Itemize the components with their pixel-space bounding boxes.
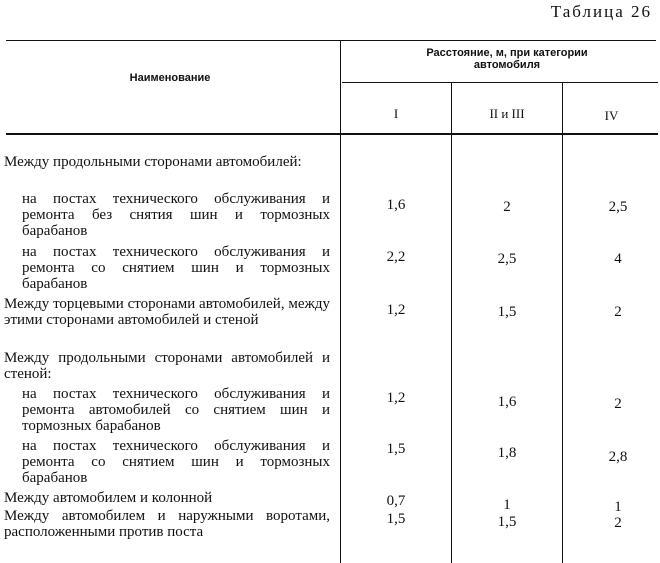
category-header-1: I [393, 106, 399, 121]
cell-value: 1,8 [497, 445, 517, 461]
cell-value: 2 [503, 199, 511, 215]
cell-value: 2,2 [386, 249, 406, 265]
row-label: на постах технического обслуживания и ремонта со снятием шин и тормозных барабанов [22, 244, 330, 292]
cell-value: 1,5 [386, 441, 406, 457]
row-label: Между продольными сторонами автомобилей: [4, 154, 302, 170]
cell-value: 1,2 [386, 302, 406, 318]
header-bottom-rule [6, 133, 658, 135]
distance-group-header: Расстояние, м, при категории автомобиля [426, 47, 588, 71]
category-header-4: IV [604, 108, 619, 123]
cell-value: 0,7 [386, 493, 406, 509]
table-caption: Таблица 26 [550, 2, 652, 21]
cell-value: 1,5 [386, 511, 406, 527]
cell-value: 1,5 [497, 514, 517, 530]
row-label: на постах технического обслуживания и ремонта автомобилей со снятием шин и тормозных барабанов [22, 386, 330, 434]
row-label: Между торцевыми сторонами автомобилей, между этими сторонами автомобилей и стеной [4, 296, 330, 328]
cell-value: 1 [503, 497, 511, 513]
cell-value: 1 [614, 499, 622, 515]
cell-value: 2,5 [497, 251, 517, 267]
cell-value: 2 [614, 304, 622, 320]
cell-value: 2 [614, 515, 622, 531]
row-label: на постах технического обслуживания и ремонта со снятием шин и тормозных барабанов [22, 438, 330, 486]
cell-value: 2,5 [608, 199, 628, 215]
row-label: Между автомобилем и колонной [4, 490, 213, 506]
cell-value: 1,6 [386, 197, 406, 213]
cell-value: 4 [614, 251, 622, 267]
column-divider-1 [451, 82, 452, 563]
table-top-rule [6, 40, 656, 41]
row-label: на постах технического обслуживания и ремонта без снятия шин и тормозных барабанов [22, 191, 330, 239]
cell-value: 1,2 [386, 390, 406, 406]
row-label: Между продольными сторонами автомобилей и стеной: [4, 350, 330, 382]
cell-value: 1,6 [497, 394, 517, 410]
row-label: Между автомобилем и наружными воротами, расположенными против поста [4, 508, 330, 540]
header-group-rule [342, 82, 658, 83]
cell-value: 1,5 [497, 304, 517, 320]
cell-value: 2 [614, 396, 622, 412]
name-column-header: Наименование [129, 72, 211, 84]
category-header-2-3: II и III [489, 106, 525, 121]
cell-value: 2,8 [608, 449, 628, 465]
column-divider-2 [562, 82, 563, 563]
